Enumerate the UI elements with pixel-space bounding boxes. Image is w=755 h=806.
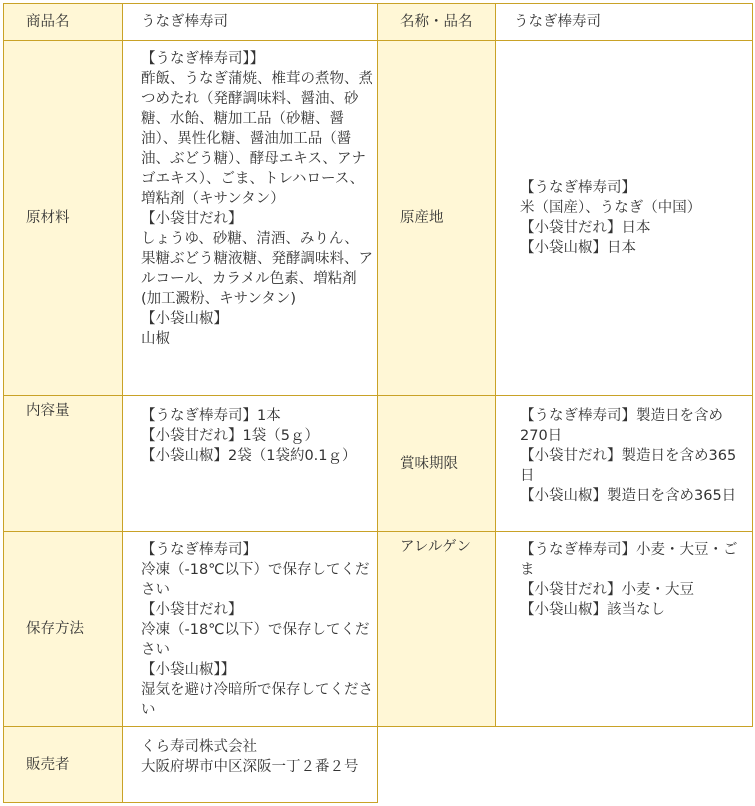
label-allergens: アレルゲン <box>378 532 495 726</box>
right-spec-table <box>377 3 753 727</box>
value-storage: 【うなぎ棒寿司】 冷凍（-18℃以下）で保存してください 【小袋甘だれ】 冷凍（-18℃以下）で保存してください 【小袋山椒】】 湿気を避け冷暗所で保存してください <box>123 532 377 726</box>
value-product-name: うなぎ棒寿司 <box>123 4 377 40</box>
value-contents: 【うなぎ棒寿司】1本 【小袋甘だれ】1袋（5ｇ） 【小袋山椒】2袋（1袋約0.1ｇ） <box>123 396 377 531</box>
value-best-before: 【うなぎ棒寿司】製造日を含め270日 【小袋甘だれ】製造日を含め365日 【小袋山椒】製造日を含め365日 <box>496 396 752 531</box>
label-product-name: 商品名 <box>4 4 122 40</box>
value-origin: 【うなぎ棒寿司】 米（国産）、うなぎ（中国） 【小袋甘だれ】日本 【小袋山椒】日本 <box>496 41 752 395</box>
label-storage: 保存方法 <box>4 532 122 726</box>
label-seller: 販売者 <box>4 727 122 802</box>
left-spec-table <box>3 3 378 803</box>
value-seller: くら寿司株式会社 大阪府堺市中区深阪一丁２番２号 <box>123 727 377 802</box>
label-contents: 内容量 <box>4 396 122 531</box>
label-name-product: 名称・品名 <box>378 4 495 40</box>
value-ingredients: 【うなぎ棒寿司】】 酢飯、うなぎ蒲焼、椎茸の煮物、煮つめたれ（発酵調味料、醤油、砂糖、水飴、糖加工品（砂糖、醤油）、異性化糖、醤油加工品（醤油、ぶどう糖）、酵母エキス、アナゴエキス）、ごま、トレハロース、増粘剤（キサンタン） 【小袋甘だれ】 しょうゆ、砂糖、清酒、みりん、果糖ぶどう糖液糖、発酵調味料、アルコール、カラメル色素、増粘剤(加工澱粉、キサンタン) 【小袋山椒】 山椒 <box>123 41 377 395</box>
label-best-before: 賞味期限 <box>378 396 495 531</box>
label-ingredients: 原材料 <box>4 41 122 395</box>
label-origin: 原産地 <box>378 41 495 395</box>
value-name-product: うなぎ棒寿司 <box>496 4 752 40</box>
value-allergens: 【うなぎ棒寿司】小麦・大豆・ごま 【小袋甘だれ】小麦・大豆 【小袋山椒】該当なし <box>496 532 752 726</box>
